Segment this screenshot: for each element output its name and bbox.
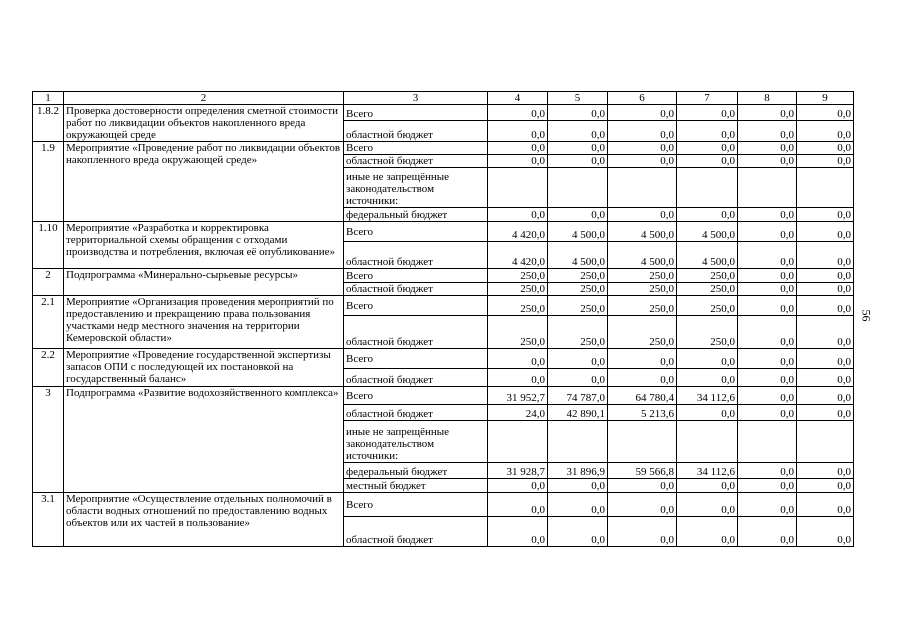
table-row (33, 269, 854, 283)
amount-cell: 0,0 (488, 517, 548, 547)
row-code: 2.1 (33, 296, 64, 349)
funding-source: Всего (344, 387, 488, 405)
amount-cell: 250,0 (548, 316, 608, 349)
amount-cell: 250,0 (677, 296, 738, 316)
funding-source: областной бюджет (344, 517, 488, 547)
amount-cell: 0,0 (608, 142, 677, 155)
amount-cell: 0,0 (797, 155, 854, 168)
funding-source: областной бюджет (344, 316, 488, 349)
amount-cell: 0,0 (608, 155, 677, 168)
column-header: 4 (488, 92, 548, 105)
amount-cell (608, 421, 677, 463)
amount-cell: 0,0 (608, 517, 677, 547)
funding-source: областной бюджет (344, 369, 488, 387)
row-code: 1.8.2 (33, 105, 64, 142)
amount-cell: 0,0 (548, 155, 608, 168)
amount-cell: 250,0 (548, 283, 608, 296)
funding-source: Всего (344, 222, 488, 242)
amount-cell: 0,0 (738, 479, 797, 493)
amount-cell: 0,0 (548, 479, 608, 493)
amount-cell: 0,0 (488, 142, 548, 155)
amount-cell (797, 168, 854, 208)
amount-cell: 0,0 (677, 517, 738, 547)
amount-cell: 0,0 (738, 316, 797, 349)
table-row (33, 493, 854, 517)
amount-cell: 0,0 (738, 105, 797, 121)
amount-cell (797, 421, 854, 463)
amount-cell: 250,0 (548, 269, 608, 283)
amount-cell: 0,0 (548, 493, 608, 517)
column-header: 6 (608, 92, 677, 105)
amount-cell: 0,0 (548, 517, 608, 547)
amount-cell: 0,0 (677, 208, 738, 222)
amount-cell (738, 168, 797, 208)
amount-cell: 250,0 (608, 316, 677, 349)
funding-source: федеральный бюджет (344, 463, 488, 479)
table-row (33, 105, 854, 121)
row-code: 3 (33, 387, 64, 493)
amount-cell: 0,0 (797, 296, 854, 316)
row-code: 2.2 (33, 349, 64, 387)
amount-cell: 0,0 (738, 155, 797, 168)
column-header: 8 (738, 92, 797, 105)
row-name: Подпрограмма «Минерально-сырьевые ресурсы» (64, 269, 344, 296)
amount-cell: 0,0 (738, 349, 797, 369)
row-name: Проверка достоверности определения сметной стоимости работ по ликвидации объектов накопленного вреда окружающей среде (64, 105, 344, 142)
amount-cell: 0,0 (548, 208, 608, 222)
amount-cell: 4 500,0 (548, 222, 608, 242)
amount-cell: 0,0 (797, 222, 854, 242)
funding-source: Всего (344, 269, 488, 283)
column-header: 1 (33, 92, 64, 105)
amount-cell: 0,0 (608, 369, 677, 387)
amount-cell: 0,0 (677, 369, 738, 387)
amount-cell: 0,0 (738, 269, 797, 283)
amount-cell: 0,0 (548, 349, 608, 369)
amount-cell: 0,0 (608, 479, 677, 493)
header-row (33, 92, 854, 105)
table-row (33, 349, 854, 369)
amount-cell: 0,0 (797, 405, 854, 421)
row-code: 1.10 (33, 222, 64, 269)
amount-cell: 4 420,0 (488, 242, 548, 269)
table-body (33, 105, 854, 547)
amount-cell: 24,0 (488, 405, 548, 421)
table-row (33, 142, 854, 155)
amount-cell: 4 500,0 (548, 242, 608, 269)
amount-cell (738, 421, 797, 463)
amount-cell: 250,0 (548, 296, 608, 316)
funding-source: Всего (344, 493, 488, 517)
amount-cell: 250,0 (488, 283, 548, 296)
amount-cell: 0,0 (797, 369, 854, 387)
row-code: 3.1 (33, 493, 64, 547)
funding-source: областной бюджет (344, 121, 488, 142)
amount-cell: 250,0 (608, 296, 677, 316)
amount-cell (677, 421, 738, 463)
funding-source: иные не запрещённые законодательством источники: (344, 168, 488, 208)
row-name: Мероприятие «Организация проведения мероприятий по предоставлению и прекращению права пользования участками недр местного значения на территории Кемеровской области» (64, 296, 344, 349)
amount-cell: 0,0 (797, 349, 854, 369)
funding-source: Всего (344, 349, 488, 369)
amount-cell: 0,0 (677, 155, 738, 168)
amount-cell: 0,0 (677, 479, 738, 493)
amount-cell: 0,0 (488, 105, 548, 121)
amount-cell: 0,0 (608, 208, 677, 222)
amount-cell: 0,0 (738, 283, 797, 296)
amount-cell: 0,0 (797, 105, 854, 121)
amount-cell: 5 213,6 (608, 405, 677, 421)
amount-cell: 42 890,1 (548, 405, 608, 421)
amount-cell: 31 896,9 (548, 463, 608, 479)
amount-cell: 34 112,6 (677, 387, 738, 405)
amount-cell: 64 780,4 (608, 387, 677, 405)
amount-cell: 0,0 (738, 222, 797, 242)
amount-cell: 0,0 (797, 269, 854, 283)
amount-cell: 0,0 (677, 105, 738, 121)
column-header: 3 (344, 92, 488, 105)
amount-cell: 0,0 (488, 493, 548, 517)
amount-cell: 0,0 (488, 208, 548, 222)
amount-cell: 250,0 (677, 269, 738, 283)
amount-cell: 0,0 (548, 369, 608, 387)
amount-cell (548, 168, 608, 208)
amount-cell: 0,0 (738, 493, 797, 517)
row-name: Мероприятие «Осуществление отдельных полномочий в области водных отношений по предоставлению водных объектов или их частей в пользование» (64, 493, 344, 547)
amount-cell: 31 952,7 (488, 387, 548, 405)
table-row (33, 387, 854, 405)
amount-cell: 34 112,6 (677, 463, 738, 479)
amount-cell: 250,0 (488, 316, 548, 349)
amount-cell: 0,0 (738, 121, 797, 142)
amount-cell: 4 500,0 (608, 242, 677, 269)
amount-cell: 0,0 (797, 242, 854, 269)
amount-cell: 0,0 (738, 387, 797, 405)
amount-cell: 0,0 (488, 479, 548, 493)
column-header: 2 (64, 92, 344, 105)
amount-cell: 0,0 (797, 121, 854, 142)
amount-cell: 0,0 (797, 493, 854, 517)
amount-cell: 0,0 (738, 208, 797, 222)
amount-cell (608, 168, 677, 208)
amount-cell: 0,0 (548, 142, 608, 155)
amount-cell: 59 566,8 (608, 463, 677, 479)
amount-cell: 0,0 (677, 349, 738, 369)
amount-cell: 0,0 (797, 142, 854, 155)
amount-cell: 0,0 (797, 479, 854, 493)
amount-cell: 0,0 (677, 142, 738, 155)
amount-cell: 0,0 (488, 369, 548, 387)
amount-cell: 0,0 (488, 121, 548, 142)
amount-cell: 4 500,0 (677, 222, 738, 242)
amount-cell: 74 787,0 (548, 387, 608, 405)
amount-cell: 31 928,7 (488, 463, 548, 479)
funding-source: Всего (344, 296, 488, 316)
column-header: 7 (677, 92, 738, 105)
amount-cell: 0,0 (608, 349, 677, 369)
amount-cell (488, 421, 548, 463)
row-name: Подпрограмма «Развитие водохозяйственного комплекса» (64, 387, 344, 493)
amount-cell: 4 420,0 (488, 222, 548, 242)
amount-cell: 0,0 (608, 105, 677, 121)
row-name: Мероприятие «Разработка и корректировка территориальной схемы обращения с отходами производства и потребления, включая её опубликование» (64, 222, 344, 269)
row-code: 2 (33, 269, 64, 296)
amount-cell: 250,0 (677, 283, 738, 296)
amount-cell: 0,0 (738, 296, 797, 316)
amount-cell (548, 421, 608, 463)
table-row (33, 296, 854, 316)
amount-cell (677, 168, 738, 208)
amount-cell: 0,0 (677, 405, 738, 421)
amount-cell: 0,0 (797, 463, 854, 479)
amount-cell: 250,0 (608, 269, 677, 283)
amount-cell: 250,0 (488, 269, 548, 283)
row-name: Мероприятие «Проведение государственной экспертизы запасов ОПИ с последующей их постановкой на государственный баланс» (64, 349, 344, 387)
table-row (33, 222, 854, 242)
amount-cell: 0,0 (797, 316, 854, 349)
budget-table (32, 91, 854, 547)
row-code: 1.9 (33, 142, 64, 222)
amount-cell: 0,0 (677, 121, 738, 142)
amount-cell: 0,0 (797, 283, 854, 296)
funding-source: областной бюджет (344, 405, 488, 421)
amount-cell: 0,0 (797, 517, 854, 547)
amount-cell: 0,0 (797, 387, 854, 405)
amount-cell: 0,0 (738, 142, 797, 155)
funding-source: Всего (344, 142, 488, 155)
amount-cell: 0,0 (738, 369, 797, 387)
amount-cell: 0,0 (677, 493, 738, 517)
funding-source: областной бюджет (344, 242, 488, 269)
funding-source: областной бюджет (344, 155, 488, 168)
amount-cell: 0,0 (488, 349, 548, 369)
amount-cell: 250,0 (608, 283, 677, 296)
amount-cell: 0,0 (738, 463, 797, 479)
column-header: 5 (548, 92, 608, 105)
funding-source: местный бюджет (344, 479, 488, 493)
amount-cell: 0,0 (548, 121, 608, 142)
amount-cell: 250,0 (488, 296, 548, 316)
funding-source: иные не запрещённые законодательством источники: (344, 421, 488, 463)
amount-cell: 0,0 (797, 208, 854, 222)
amount-cell: 0,0 (608, 493, 677, 517)
funding-source: Всего (344, 105, 488, 121)
amount-cell (488, 168, 548, 208)
amount-cell: 0,0 (608, 121, 677, 142)
amount-cell: 0,0 (738, 405, 797, 421)
funding-source: областной бюджет (344, 283, 488, 296)
page-number: 56 (859, 309, 874, 322)
row-name: Мероприятие «Проведение работ по ликвидации объектов накопленного вреда окружающей среде» (64, 142, 344, 222)
funding-source: федеральный бюджет (344, 208, 488, 222)
amount-cell: 0,0 (488, 155, 548, 168)
amount-cell: 4 500,0 (677, 242, 738, 269)
amount-cell: 4 500,0 (608, 222, 677, 242)
column-header: 9 (797, 92, 854, 105)
amount-cell: 250,0 (677, 316, 738, 349)
amount-cell: 0,0 (548, 105, 608, 121)
amount-cell: 0,0 (738, 242, 797, 269)
amount-cell: 0,0 (738, 517, 797, 547)
